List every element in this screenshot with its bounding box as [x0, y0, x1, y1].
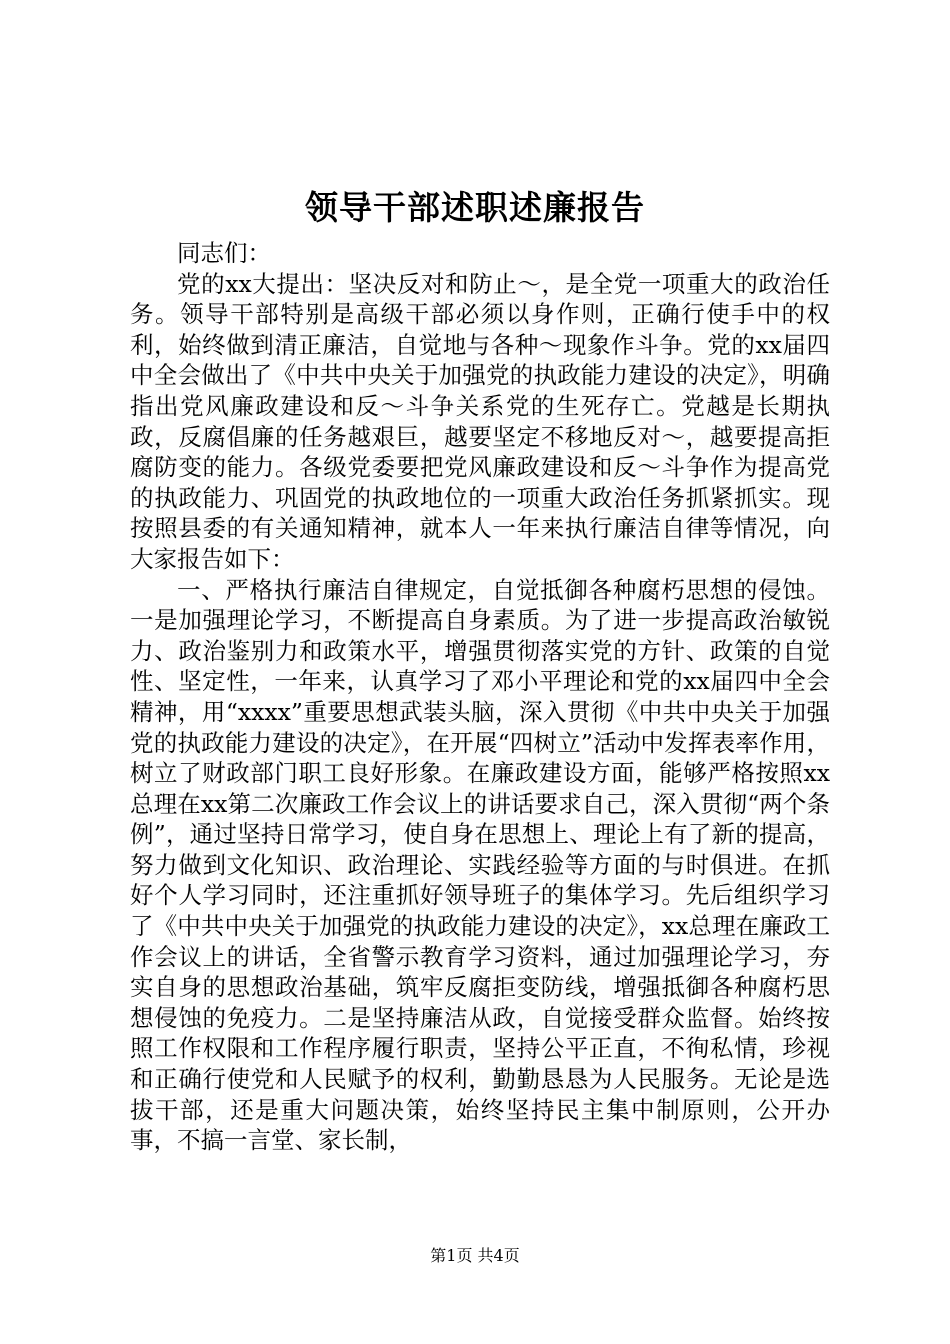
document-body	[130, 238, 830, 1156]
body-paragraph-1: 党的xx大提出：坚决反对和防止～，是全党一项重大的政治任务。领导干部特别是高级干部必须以身作则，正确行使手中的权利，始终做到清正廉洁，自觉地与各种～现象作斗争。党的xx届四中全会做出了《中共中央关于加强党的执政能力建设的决定》，明确指出党风廉政建设和反～斗争关系党的生死存亡。党越是长期执政，反腐倡廉的任务越艰巨，越要坚定不移地反对～，越要提高拒腐防变的能力。各级党委要把党风廉政建设和反～斗争作为提高党的执政能力、巩固党的执政地位的一项重大政治任务抓紧抓实。现按照县委的有关通知精神，就本人一年来执行廉洁自律等情况，向大家报告如下：	[130, 269, 830, 573]
body-paragraph-2: 一、严格执行廉洁自律规定，自觉抵御各种腐朽思想的侵蚀。一是加强理论学习，不断提高自身素质。为了进一步提高政治敏锐力、政治鉴别力和政策水平，增强贯彻落实党的方针、政策的自觉性、坚定性，一年来，认真学习了邓小平理论和党的xx届四中全会精神，用“xxxx”重要思想武装头脑，深入贯彻《中共中央关于加强党的执政能力建设的决定》，在开展“四树立”活动中发挥表率作用，树立了财政部门职工良好形象。在廉政建设方面，能够严格按照xx总理在xx第二次廉政工作会议上的讲话要求自己，深入贯彻“两个条例”，通过坚持日常学习，使自身在思想上、理论上有了新的提高，努力做到文化知识、政治理论、实践经验等方面的与时俱进。在抓好个人学习同时，还注重抓好领导班子的集体学习。先后组织学习了《中共中央关于加强党的执政能力建设的决定》，xx总理在廉政工作会议上的讲话，全省警示教育学习资料，通过加强理论学习，夯实自身的思想政治基础，筑牢反腐拒变防线，增强抵御各种腐朽思想侵蚀的免疫力。二是坚持廉洁从政，自觉接受群众监督。始终按照工作权限和工作程序履行职责，坚持公平正直，不徇私情，珍视和正确行使党和人民赋予的权利，勤勤恳恳为人民服务。无论是选拔干部，还是重大问题决策，始终坚持民主集中制原则，公开办事，不搞一言堂、家长制，	[130, 575, 830, 1155]
page-footer: 第1页 共4页	[430, 1246, 520, 1265]
salutation: 同志们：	[177, 239, 271, 267]
document-title: 领导干部述职述廉报告	[305, 188, 645, 227]
